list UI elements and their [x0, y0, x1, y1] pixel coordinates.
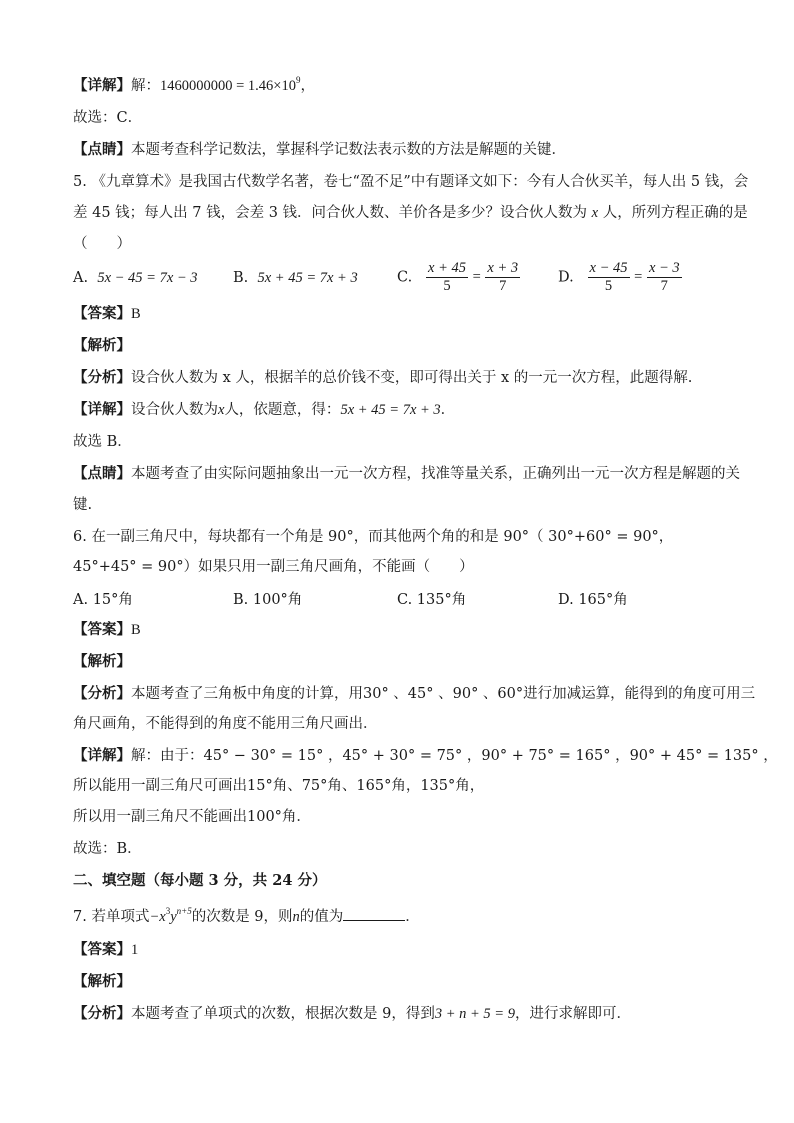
- detail-eq: 5x + 45 = 7x + 3: [340, 402, 441, 418]
- detail-num: 1460000000: [160, 78, 233, 94]
- q5-paren: （ ）: [73, 236, 131, 252]
- q6-option-c: C. 135°角: [397, 592, 467, 608]
- detail-tag: 【详解】: [73, 401, 131, 418]
- equals-sign: =: [634, 269, 643, 285]
- q7-analysis-tag: 【解析】: [73, 973, 131, 990]
- q5-stem-b: 人，所列方程正确的是: [602, 205, 748, 221]
- q5-stem-line2: [73, 203, 748, 223]
- fenxi-tag: 【分析】: [73, 369, 131, 386]
- fenxi-text: 设合伙人数为 x 人，根据羊的总价钱不变，即可得出关于 x 的一元一次方程，此题得解.: [131, 370, 693, 386]
- q5-analysis-tag: 【解析】: [73, 337, 131, 354]
- fraction: $\frac{x + 45}{5}$: [428, 260, 466, 294]
- detail-end: ．: [440, 402, 456, 418]
- q7-answer-line: [73, 940, 734, 960]
- q6-answer-line: [73, 620, 734, 640]
- q6-fenxi-line1: [73, 684, 756, 704]
- q6-detail-line3: 所以用一副三角尺不能画出100°角．: [73, 809, 311, 825]
- q6-option-a: A. 15°角: [73, 592, 133, 608]
- option-label: A.: [73, 270, 89, 286]
- detail-eq: = 1.46×10: [232, 78, 296, 94]
- answer-tag: 【答案】: [73, 941, 131, 958]
- q5-option-d: [558, 260, 682, 295]
- mono-exp2: n+5: [176, 906, 192, 916]
- option-label: B.: [233, 270, 249, 286]
- detail-end: ，: [300, 78, 315, 94]
- option-expr: 5x − 45 = 7x − 3: [97, 270, 198, 286]
- q6-detail-line2: 所以能用一副三角尺可画出15°角、75°角、165°角，135°角，: [73, 778, 485, 794]
- mono-exp1: 3: [165, 906, 171, 916]
- q6-option-d: D. 165°角: [558, 592, 628, 608]
- q5-stem-a: 差 45 钱；每人出 7 钱，会差 3 钱．问合伙人数、羊价各是多少？设合伙人数为: [73, 205, 588, 221]
- detail-prefix: 解：: [131, 78, 160, 94]
- q5-detail-line: [73, 400, 734, 420]
- answer-value: B: [131, 306, 141, 322]
- fenxi-text: 本题考查了三角板中角度的计算，用30° 、45° 、90° 、60°进行加减运算，能得到的角度可用三: [131, 686, 756, 702]
- comment-text: 本题考查科学记数法，掌握科学记数法表示数的方法是解题的关键．: [131, 142, 566, 158]
- q7-fenxi-line: [73, 1004, 734, 1024]
- comment-tag: 【点睛】: [73, 465, 131, 482]
- mono-base: −x: [149, 909, 166, 925]
- q7-stem-a: 7. 若单项式: [73, 909, 150, 925]
- fraction: $\frac{x - 3}{7}$: [648, 260, 680, 294]
- detail-tag: 【详解】: [73, 77, 131, 94]
- q6-fenxi-line2: 角尺画角，不能得到的角度不能用三角尺画出．: [73, 716, 378, 732]
- answer-value: B: [131, 622, 141, 638]
- detail-a: 设合伙人数为: [131, 402, 218, 418]
- comment-text: 本题考查了由实际问题抽象出一元一次方程，找准等量关系，正确列出一元一次方程是解题的关: [131, 466, 740, 482]
- answer-value: 1: [131, 942, 139, 958]
- q4-detail-line: [73, 76, 734, 96]
- fenxi-tag: 【分析】: [73, 685, 131, 702]
- q6-analysis-tag: 【解析】: [73, 653, 131, 670]
- fenxi-eq: 3 + n + 5 = 9: [434, 1006, 515, 1022]
- q6-choice: 故选：B．: [73, 841, 142, 857]
- q6-detail-line1: [73, 746, 778, 766]
- q7-stem-end: ．: [405, 909, 420, 925]
- detail-var: x: [218, 402, 225, 418]
- detail-exp: 9: [295, 75, 301, 85]
- q7-stem-var: n: [292, 909, 300, 925]
- q5-choice: 故选 B．: [73, 434, 132, 450]
- q7-stem-b: 的次数是 9，则: [191, 909, 293, 925]
- fraction: $\frac{x - 45}{5}$: [589, 260, 628, 294]
- equals-sign: =: [472, 269, 481, 285]
- q4-comment-line: [73, 140, 734, 160]
- comment-tag: 【点睛】: [73, 141, 131, 158]
- detail-text: 解：由于：45° − 30° = 15° ，45° + 30° = 75° ，90° + 75° = 165° ，90° + 45° = 135° ，: [131, 748, 778, 764]
- q5-fenxi-line: [73, 368, 734, 388]
- q7-stem-c: 的值为: [299, 909, 344, 925]
- q5-option-b: [233, 270, 358, 287]
- fenxi-tag: 【分析】: [73, 1005, 131, 1022]
- q6-option-b: B. 100°角: [233, 592, 303, 608]
- q5-stem-line1: 5. 《九章算术》是我国古代数学名著，卷七“盈不足”中有题译文如下：今有人合伙买羊，每人出 5 钱，会: [73, 174, 749, 190]
- detail-b: 人，依题意，得：: [224, 402, 341, 418]
- section-heading: 二、填空题（每小题 3 分，共 24 分）: [73, 872, 327, 889]
- fraction: $\frac{x + 3}{7}$: [487, 260, 519, 294]
- q6-stem-line2: 45°+45° = 90°）如果只用一副三角尺画角，不能画（ ）: [73, 559, 474, 575]
- fenxi-a: 本题考查了单项式的次数，根据次数是 9，得到: [131, 1006, 435, 1022]
- fenxi-b: ，进行求解即可．: [514, 1006, 631, 1022]
- answer-tag: 【答案】: [73, 305, 131, 322]
- q7-stem-line: [73, 906, 734, 927]
- option-label: C.: [397, 269, 413, 286]
- q5-answer-line: [73, 304, 734, 324]
- answer-blank: [343, 906, 405, 921]
- q5-comment-line1: [73, 464, 740, 484]
- option-expr: 5x + 45 = 7x + 3: [257, 270, 358, 286]
- q5-comment-line2: 键.: [73, 497, 93, 513]
- q5-option-a: [73, 270, 198, 287]
- q4-choice: 故选：C．: [73, 110, 143, 126]
- q5-option-c: [397, 260, 520, 295]
- q6-stem-line1: 6. 在一副三角尺中，每块都有一个角是 90°，而其他两个角的和是 90°（ 30°+60° = 90°，: [73, 529, 674, 545]
- answer-tag: 【答案】: [73, 621, 131, 638]
- q5-stem-var: x: [591, 205, 599, 221]
- detail-tag: 【详解】: [73, 747, 131, 764]
- mono-y: y: [170, 909, 177, 925]
- option-label: D.: [558, 269, 574, 286]
